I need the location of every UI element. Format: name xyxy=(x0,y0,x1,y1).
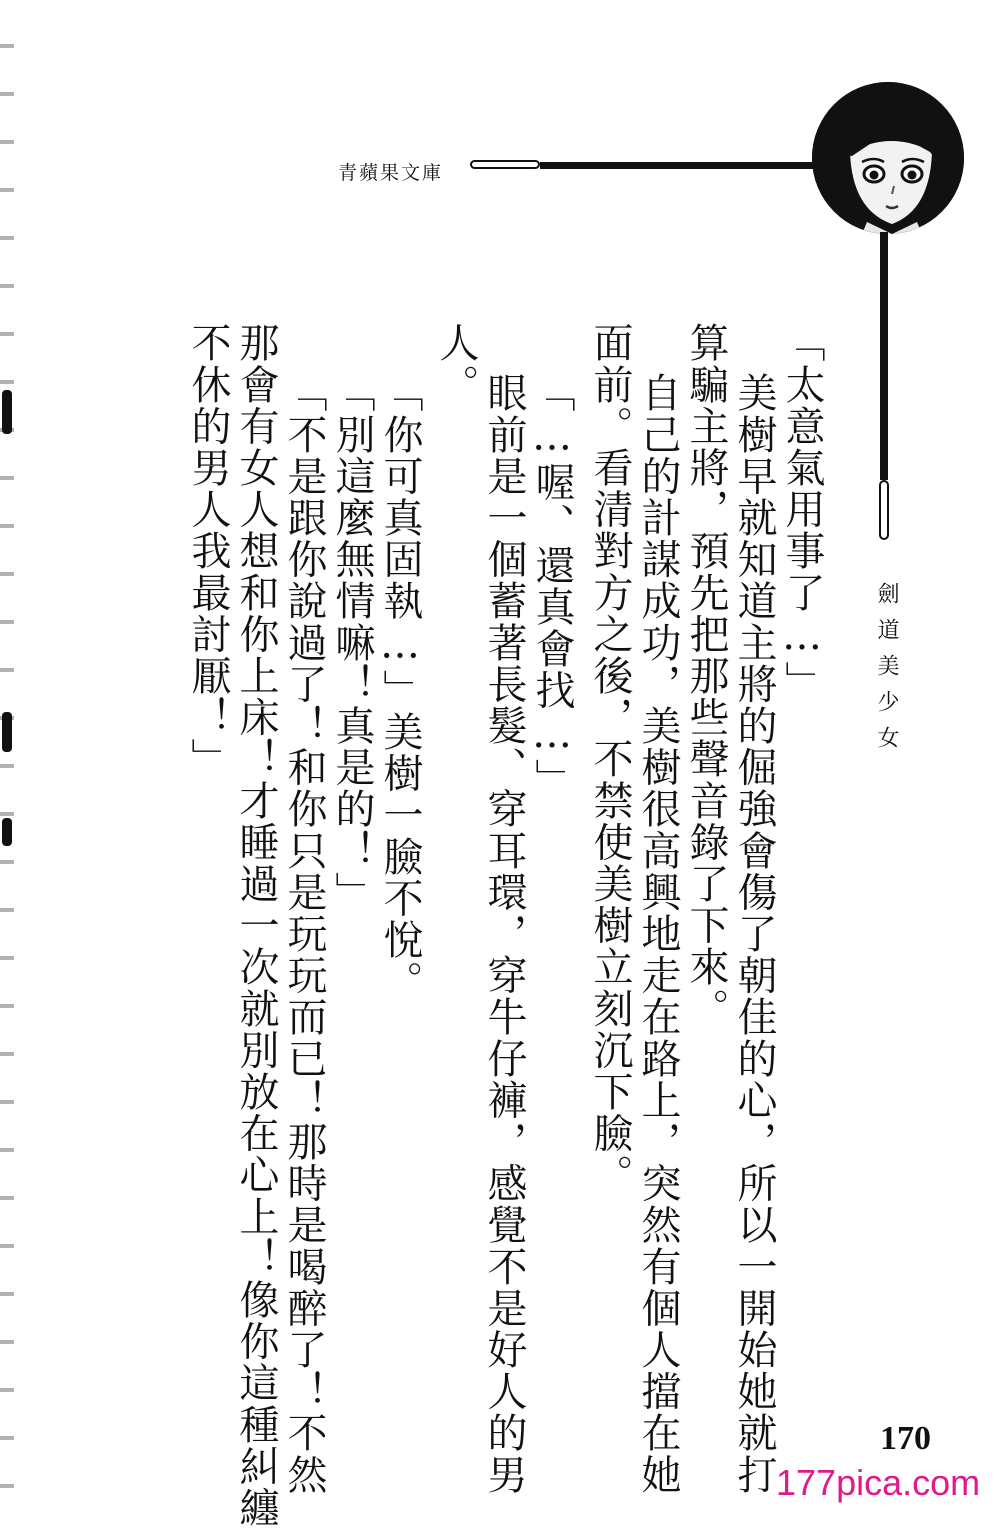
binding-mark xyxy=(2,712,12,752)
header-rule xyxy=(540,162,830,169)
text-column: 不休的男人我最討厭！」 xyxy=(185,322,231,780)
text-column: 自己的計謀成功，美樹很高興地走在路上，突然有個人擋在她 xyxy=(635,372,681,1496)
text-column: 美樹早就知道主將的倔強會傷了朝佳的心，所以一開始她就打 xyxy=(731,372,777,1496)
character-portrait xyxy=(812,82,964,234)
side-rule-outline xyxy=(879,480,889,540)
header-rule-outline xyxy=(470,160,540,169)
text-column: 「…喔、還真會找…」 xyxy=(529,372,575,800)
book-title: 劍道美少女 xyxy=(874,582,899,762)
side-rule xyxy=(880,232,888,480)
binding-mark xyxy=(2,818,12,846)
text-column: 人。 xyxy=(433,322,479,406)
binding-edge xyxy=(0,0,14,1509)
text-column: 眼前是一個蓄著長髮、穿耳環，穿牛仔褲，感覺不是好人的男 xyxy=(481,372,527,1496)
text-column: 「太意氣用事了…」 xyxy=(779,322,825,703)
page-number: 170 xyxy=(880,1420,931,1457)
series-title: 青蘋果文庫 xyxy=(338,162,444,184)
text-column: 算騙主將，預先把那些聲音錄了下來。 xyxy=(683,322,729,1030)
text-column: 那會有女人想和你上床！才睡過一次就別放在心上！像你這種糾纏 xyxy=(233,322,279,1528)
watermark: 177pica.com xyxy=(776,1462,981,1503)
text-column: 「不是跟你說過了！和你只是玩玩而已！那時是喝醉了！不然 xyxy=(281,372,327,1496)
text-column: 面前。看清對方之後，不禁使美樹立刻沉下臉。 xyxy=(587,322,633,1196)
text-column: 「別這麼無情嘛！真是的！」 xyxy=(329,372,375,913)
text-column: 「你可真固執…」美樹一臉不悅。 xyxy=(377,372,423,1002)
binding-mark xyxy=(2,390,12,434)
